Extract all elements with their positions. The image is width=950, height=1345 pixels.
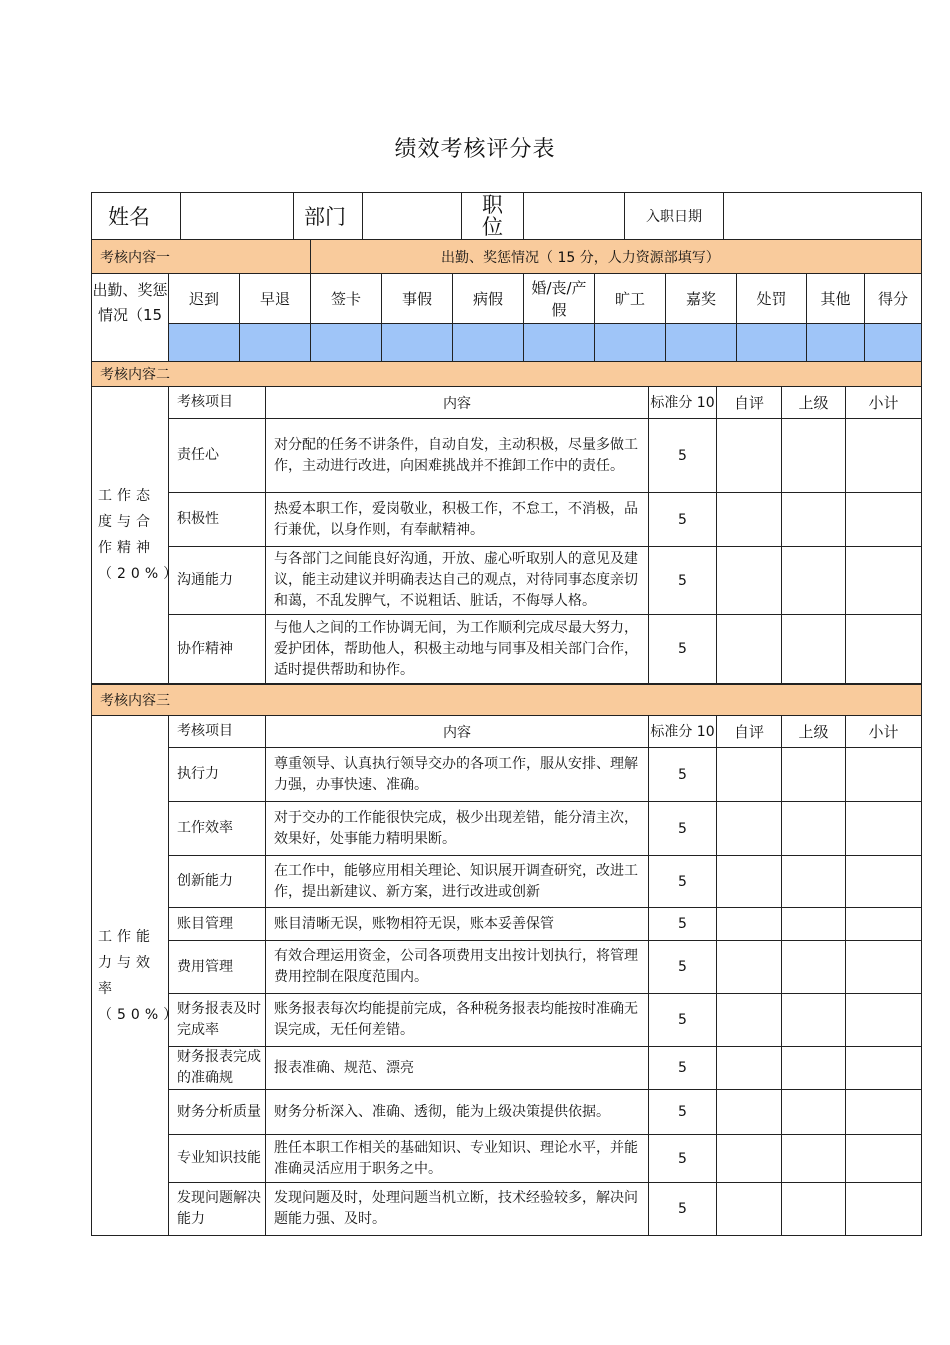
header-self: 自评: [717, 387, 782, 419]
commendation-input[interactable]: [666, 324, 737, 362]
self-score-teamwork[interactable]: [717, 615, 782, 684]
col-personal-leave: 事假: [382, 274, 453, 324]
col-late: 迟到: [169, 274, 240, 324]
col-marriage-funeral-maternity: 婚/丧/产假: [524, 274, 595, 324]
col-other: 其他: [807, 274, 865, 324]
subtotal-professional-skills[interactable]: [846, 1135, 922, 1183]
subtotal-problem-solving[interactable]: [846, 1183, 922, 1236]
col-penalty: 处罚: [737, 274, 807, 324]
score-responsibility: 5: [649, 419, 717, 493]
superior-score-innovation[interactable]: [782, 856, 846, 908]
other-input[interactable]: [807, 324, 865, 362]
position-field[interactable]: [524, 193, 625, 240]
score-report-timeliness: 5: [649, 994, 717, 1047]
superior-score-report-accuracy[interactable]: [782, 1047, 846, 1090]
score-efficiency: 5: [649, 802, 717, 856]
header-superior: 上级: [782, 387, 846, 419]
dept-label: 部门: [294, 193, 363, 240]
superior-score-initiative[interactable]: [782, 493, 846, 547]
header-item: 考核项目: [169, 716, 266, 748]
score-innovation: 5: [649, 856, 717, 908]
content-responsibility: 对分配的任务不讲条件，自动自发，主动积极，尽量多做工作，主动进行改进，向困难挑战并不推卸工作中的责任。: [266, 419, 649, 493]
superior-score-financial-analysis[interactable]: [782, 1090, 846, 1135]
content-accounts: 账目清晰无误，账物相符无误，账本妥善保管: [266, 908, 649, 941]
section1-description: 出勤、奖惩情况（ 15 分，人力资源部填写）: [311, 240, 922, 274]
header-standard: 标准分 10: [649, 716, 717, 748]
attitude-category: 工作态度与合作精神（20%）: [92, 387, 169, 684]
marriage-funeral-maternity-input[interactable]: [524, 324, 595, 362]
early-leave-input[interactable]: [240, 324, 311, 362]
name-field[interactable]: [181, 193, 294, 240]
score-accounts: 5: [649, 908, 717, 941]
self-score-problem-solving[interactable]: [717, 1183, 782, 1236]
superior-score-report-timeliness[interactable]: [782, 994, 846, 1047]
content-innovation: 在工作中，能够应用相关理论、知识展开调查研究，改进工作，提出新建议、新方案，进行改进或创新: [266, 856, 649, 908]
subtotal-report-timeliness[interactable]: [846, 994, 922, 1047]
subtotal-teamwork[interactable]: [846, 615, 922, 684]
content-report-accuracy: 报表准确、规范、漂亮: [266, 1047, 649, 1090]
content-initiative: 热爱本职工作，爱岗敬业，积极工作，不怠工，不消极，品行兼优，以身作则，有奉献精神。: [266, 493, 649, 547]
subtotal-initiative[interactable]: [846, 493, 922, 547]
absenteeism-input[interactable]: [595, 324, 666, 362]
score-professional-skills: 5: [649, 1135, 717, 1183]
col-early-leave: 早退: [240, 274, 311, 324]
self-score-accounts[interactable]: [717, 908, 782, 941]
col-sign-card: 签卡: [311, 274, 382, 324]
item-report-timeliness: 财务报表及时完成率: [169, 994, 266, 1047]
col-absenteeism: 旷工: [595, 274, 666, 324]
header-superior: 上级: [782, 716, 846, 748]
header-table: [91, 192, 922, 240]
self-score-innovation[interactable]: [717, 856, 782, 908]
content-professional-skills: 胜任本职工作相关的基础知识、专业知识、理论水平，并能准确灵活应用于职务之中。: [266, 1135, 649, 1183]
content-efficiency: 对于交办的工作能很快完成，极少出现差错，能分清主次，效果好，处事能力精明果断。: [266, 802, 649, 856]
item-problem-solving: 发现问题解决能力: [169, 1183, 266, 1236]
score-communication: 5: [649, 547, 717, 615]
attendance-row-label: 出勤、奖惩情况（15: [92, 274, 169, 362]
item-efficiency: 工作效率: [169, 802, 266, 856]
superior-score-efficiency[interactable]: [782, 802, 846, 856]
ability-table: [91, 684, 922, 1236]
section2-label: 考核内容二: [92, 362, 922, 387]
self-score-report-timeliness[interactable]: [717, 994, 782, 1047]
ability-category: 工作能力与效率（50%）: [92, 716, 169, 1236]
self-score-financial-analysis[interactable]: [717, 1090, 782, 1135]
superior-score-responsibility[interactable]: [782, 419, 846, 493]
score-report-accuracy: 5: [649, 1047, 717, 1090]
header-item: 考核项目: [169, 387, 266, 419]
header-subtotal: 小计: [846, 716, 922, 748]
header-content: 内容: [266, 716, 649, 748]
content-report-timeliness: 账务报表每次均能提前完成，各种税务报表均能按时准确无误完成，无任何差错。: [266, 994, 649, 1047]
col-score: 得分: [865, 274, 922, 324]
section1-label: 考核内容一: [92, 240, 311, 274]
item-report-accuracy: 财务报表完成的准确规: [169, 1047, 266, 1090]
item-execution: 执行力: [169, 748, 266, 802]
header-subtotal: 小计: [846, 387, 922, 419]
col-sick-leave: 病假: [453, 274, 524, 324]
superior-score-professional-skills[interactable]: [782, 1135, 846, 1183]
item-professional-skills: 专业知识技能: [169, 1135, 266, 1183]
self-score-report-accuracy[interactable]: [717, 1047, 782, 1090]
content-expense: 有效合理运用资金，公司各项费用支出按计划执行，将管理费用控制在限度范围内。: [266, 941, 649, 994]
hire-date-label: 入职日期: [625, 193, 724, 240]
score-execution: 5: [649, 748, 717, 802]
late-input[interactable]: [169, 324, 240, 362]
score-initiative: 5: [649, 493, 717, 547]
personal-leave-input[interactable]: [382, 324, 453, 362]
score-financial-analysis: 5: [649, 1090, 717, 1135]
col-commendation: 嘉奖: [666, 274, 737, 324]
superior-score-teamwork[interactable]: [782, 615, 846, 684]
sign-card-input[interactable]: [311, 324, 382, 362]
subtotal-innovation[interactable]: [846, 856, 922, 908]
content-execution: 尊重领导、认真执行领导交办的各项工作，服从安排、理解力强，办事快速、准确。: [266, 748, 649, 802]
self-score-communication[interactable]: [717, 547, 782, 615]
subtotal-accounts[interactable]: [846, 908, 922, 941]
subtotal-report-accuracy[interactable]: [846, 1047, 922, 1090]
subtotal-communication[interactable]: [846, 547, 922, 615]
header-standard: 标准分 10: [649, 387, 717, 419]
content-financial-analysis: 财务分析深入、准确、透彻，能为上级决策提供依据。: [266, 1090, 649, 1135]
score-problem-solving: 5: [649, 1183, 717, 1236]
section3-label: 考核内容三: [92, 685, 922, 716]
item-responsibility: 责任心: [169, 419, 266, 493]
item-teamwork: 协作精神: [169, 615, 266, 684]
content-problem-solving: 发现问题及时，处理问题当机立断，技术经验较多，解决问题能力强、及时。: [266, 1183, 649, 1236]
superior-score-expense[interactable]: [782, 941, 846, 994]
attitude-table: [91, 361, 922, 684]
superior-score-accounts[interactable]: [782, 908, 846, 941]
self-score-execution[interactable]: [717, 748, 782, 802]
score-input[interactable]: [865, 324, 922, 362]
superior-score-execution[interactable]: [782, 748, 846, 802]
content-teamwork: 与他人之间的工作协调无间，为工作顺利完成尽最大努力，爱护团体，帮助他人，积极主动地与同事及相关部门合作，适时提供帮助和协作。: [266, 615, 649, 684]
hire-date-field[interactable]: [724, 193, 922, 240]
subtotal-execution[interactable]: [846, 748, 922, 802]
item-expense: 费用管理: [169, 941, 266, 994]
subtotal-expense[interactable]: [846, 941, 922, 994]
subtotal-responsibility[interactable]: [846, 419, 922, 493]
position-label: 职 位: [462, 193, 524, 240]
header-content: 内容: [266, 387, 649, 419]
superior-score-communication[interactable]: [782, 547, 846, 615]
score-teamwork: 5: [649, 615, 717, 684]
header-self: 自评: [717, 716, 782, 748]
dept-field[interactable]: [363, 193, 462, 240]
self-score-responsibility[interactable]: [717, 419, 782, 493]
self-score-initiative[interactable]: [717, 493, 782, 547]
item-financial-analysis: 财务分析质量: [169, 1090, 266, 1135]
subtotal-financial-analysis[interactable]: [846, 1090, 922, 1135]
content-communication: 与各部门之间能良好沟通，开放、虚心听取别人的意见及建议，能主动建议并明确表达自己的观点，对待同事态度亲切和蔼，不乱发脾气，不说粗话、脏话，不侮辱人格。: [266, 547, 649, 615]
self-score-efficiency[interactable]: [717, 802, 782, 856]
page-title: 绩效考核评分表: [394, 137, 556, 162]
item-innovation: 创新能力: [169, 856, 266, 908]
item-accounts: 账目管理: [169, 908, 266, 941]
self-score-professional-skills[interactable]: [717, 1135, 782, 1183]
sick-leave-input[interactable]: [453, 324, 524, 362]
subtotal-efficiency[interactable]: [846, 802, 922, 856]
self-score-expense[interactable]: [717, 941, 782, 994]
superior-score-problem-solving[interactable]: [782, 1183, 846, 1236]
attendance-table: [91, 239, 922, 362]
name-label: 姓名: [92, 193, 181, 240]
score-expense: 5: [649, 941, 717, 994]
item-communication: 沟通能力: [169, 547, 266, 615]
penalty-input[interactable]: [737, 324, 807, 362]
item-initiative: 积极性: [169, 493, 266, 547]
